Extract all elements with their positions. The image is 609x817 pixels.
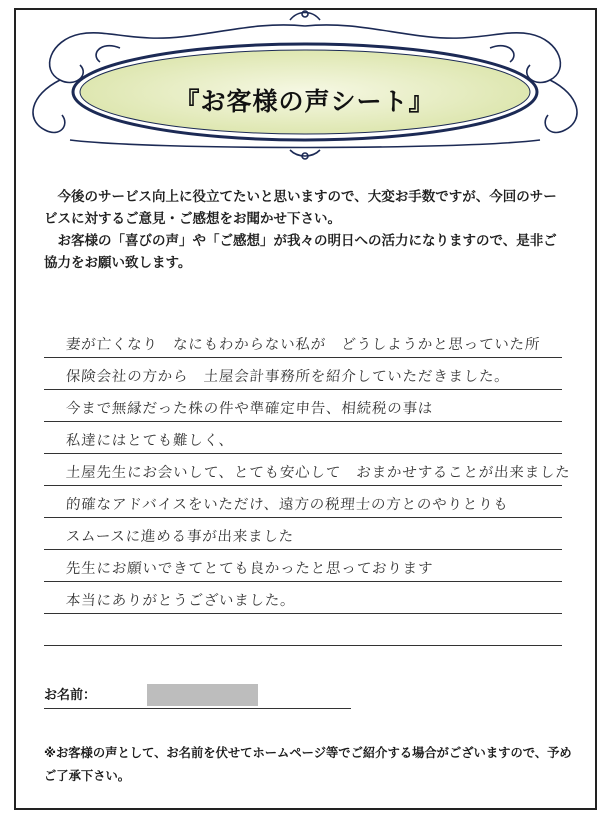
comment-line	[44, 454, 572, 486]
comment-line	[44, 358, 562, 390]
redacted-name	[147, 684, 258, 706]
intro-paragraph-2: お客様の「喜びの声」や「ご感想」が我々の明日への活力になりますので、是非ご協力をお願い致します。	[44, 233, 557, 271]
disclaimer-note: ※お客様の声として、お名前を伏せてホームページ等でご紹介する場合がございますので、予めご了承下さい。	[44, 746, 572, 783]
intro-paragraph-1: 今後のサービス向上に役立てたいと思いますので、大変お手数ですが、今回のサービスに対するご意見・ご感想をお聞かせ下さい。	[44, 189, 557, 227]
comment-line	[44, 614, 562, 646]
sheet-title: 『お客様の声シート』	[174, 87, 435, 116]
comment-line	[44, 550, 562, 582]
comment-line	[44, 518, 562, 550]
comment-line	[44, 422, 562, 454]
handwritten-text: 妻が亡くなり なにもわからない私が どうしようかと思っていた所	[65, 337, 541, 353]
handwritten-text: 先生にお願いできてとても良かったと思っております	[65, 561, 434, 577]
ornate-title-banner	[0, 0, 609, 160]
comment-area	[44, 326, 572, 646]
handwritten-text: スムースに進める事が出来ました	[65, 529, 295, 545]
comment-line	[44, 390, 562, 422]
handwritten-text: 土屋先生にお会いして、とても安心して おまかせすることが出来ました	[65, 465, 572, 481]
handwritten-text: 保険会社の方から 土屋会計事務所を紹介していただきました。	[65, 369, 511, 385]
handwritten-text: 私達にはとても難しく、	[65, 433, 235, 449]
comment-line	[44, 582, 562, 614]
name-underline	[44, 708, 351, 709]
handwritten-text: 的確なアドバイスをいただけ、遠方の税理士の方とのやりとりも	[65, 497, 510, 513]
handwritten-text: 本当にありがとうございました。	[65, 593, 296, 609]
handwritten-text: 今まで無縁だった株の件や準確定申告、相続税の事は	[65, 401, 434, 417]
intro-text	[44, 186, 569, 274]
comment-line	[44, 326, 562, 358]
name-label: お名前：	[44, 688, 97, 703]
comment-line	[44, 486, 562, 518]
